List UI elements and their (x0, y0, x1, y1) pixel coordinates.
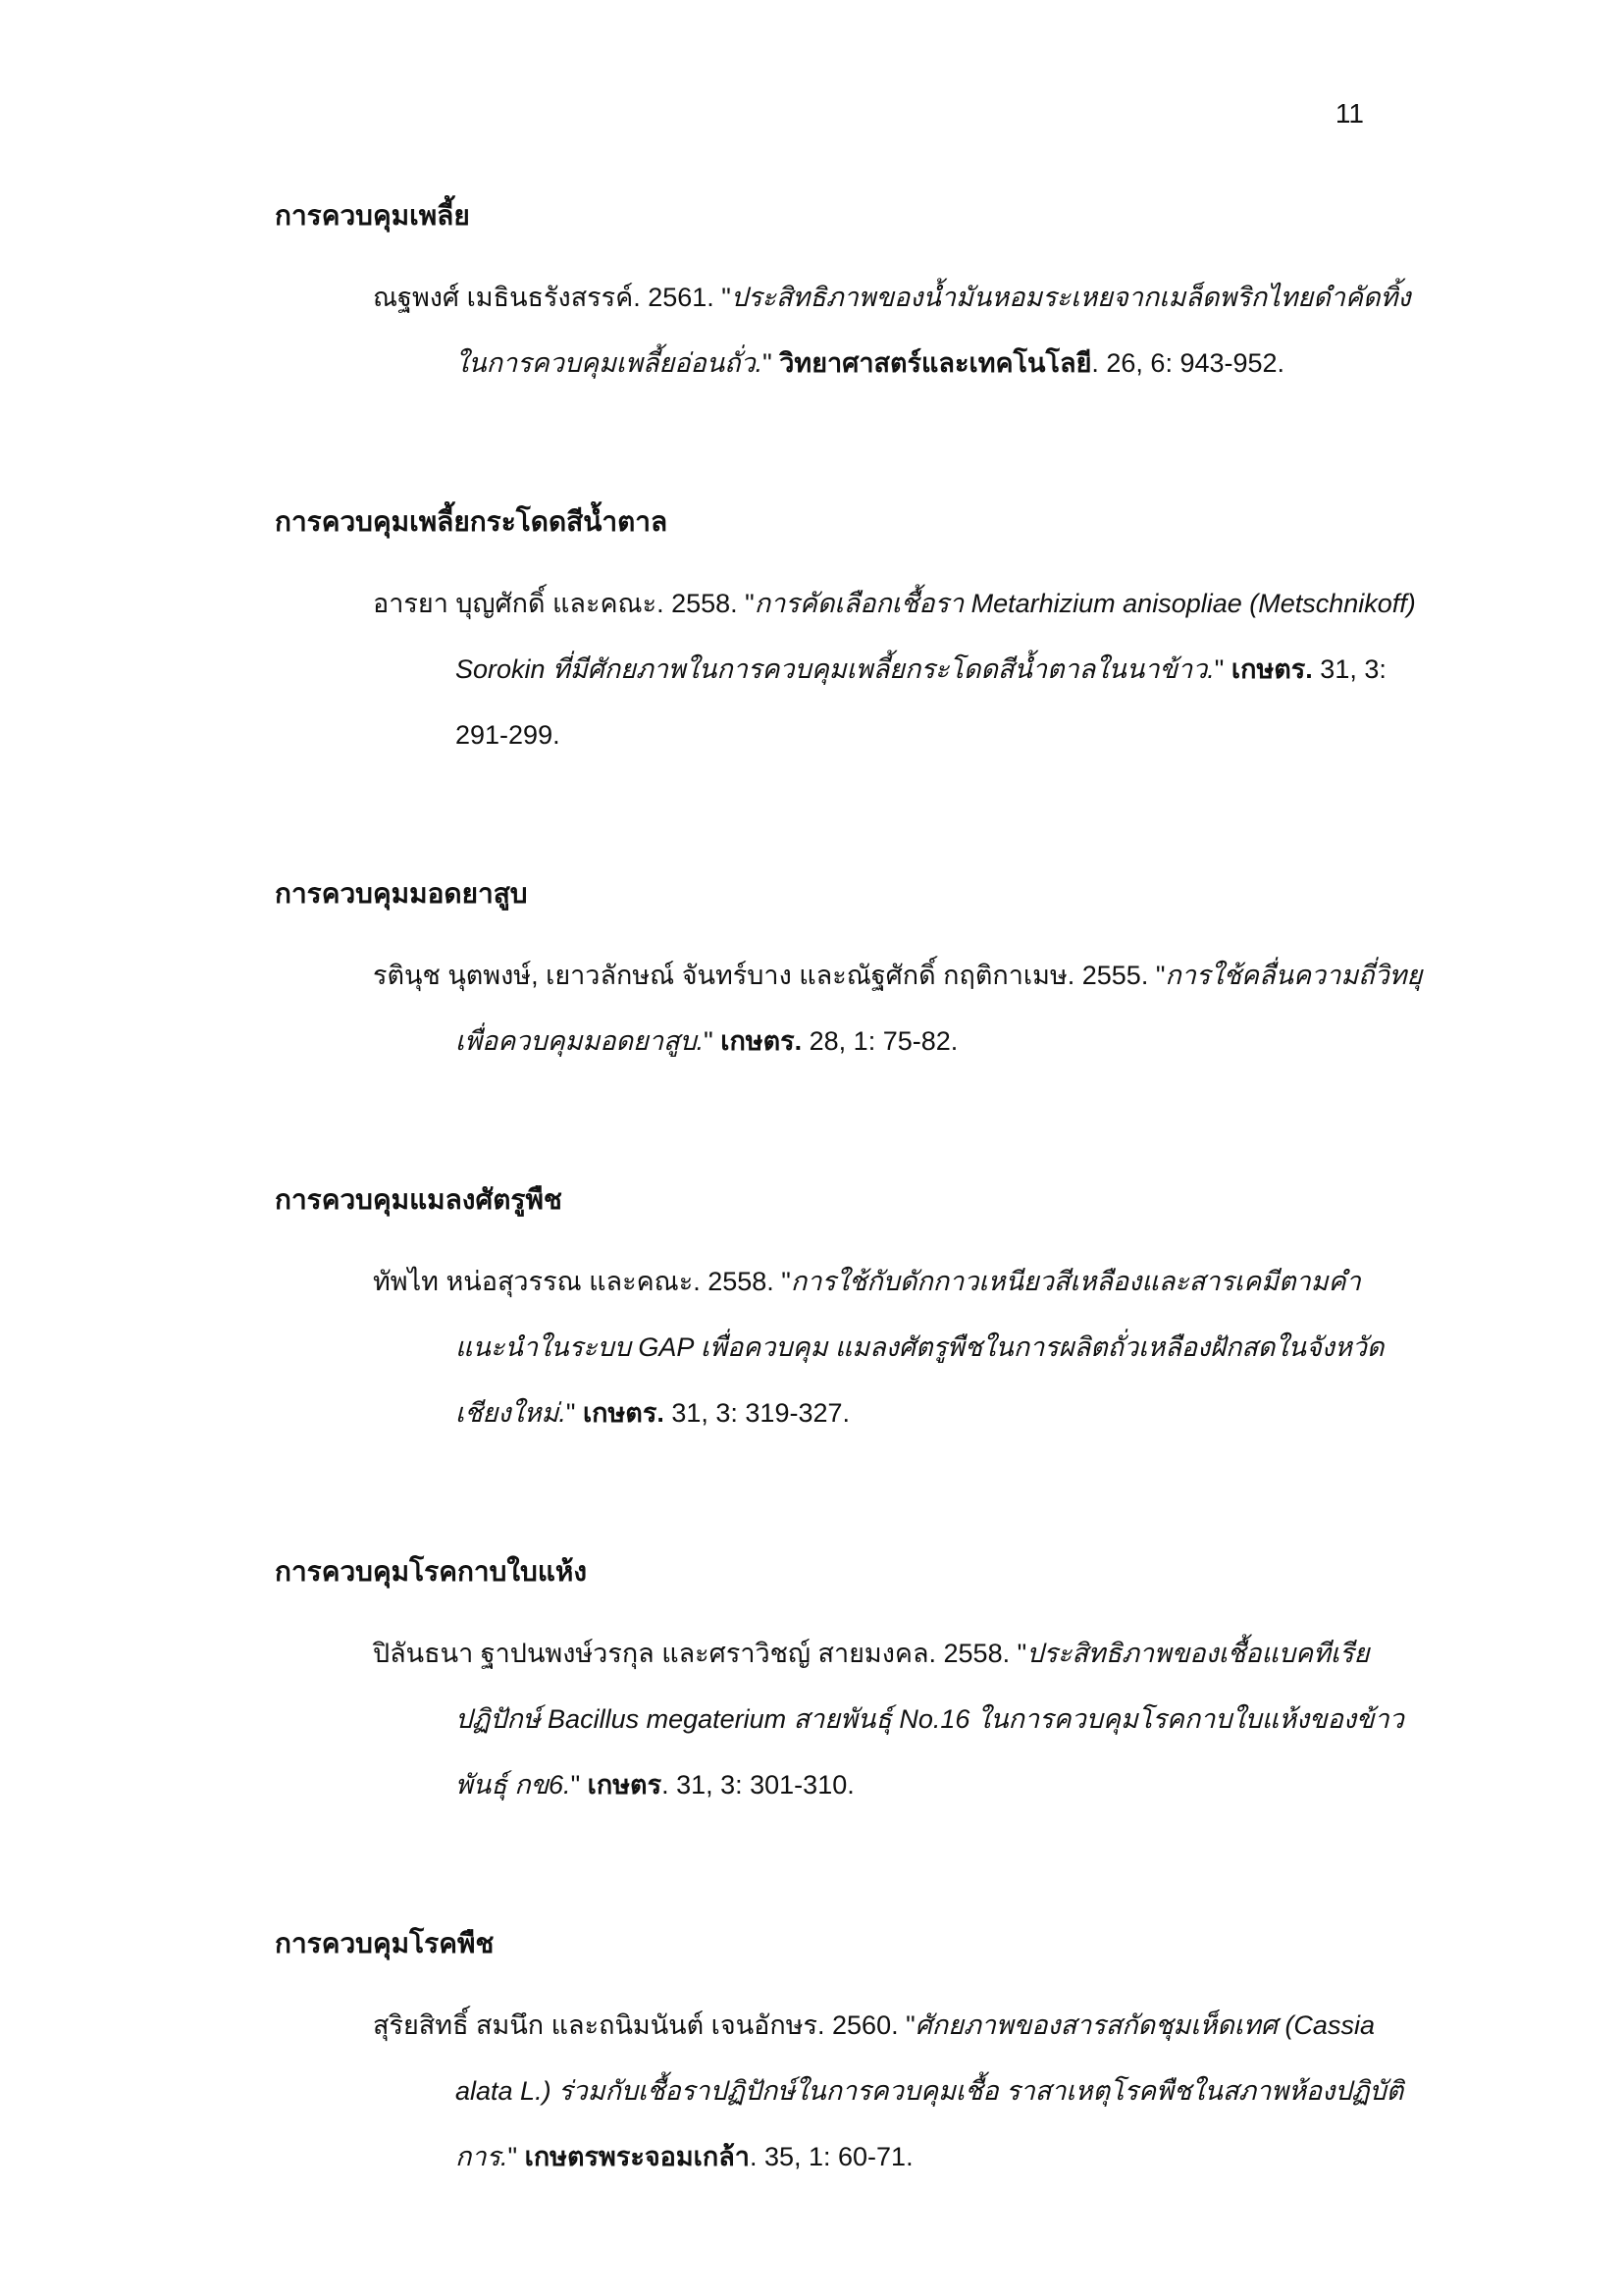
reference-details: 31, 3: 291-299. (455, 654, 1387, 750)
reference-entry (373, 265, 1437, 396)
reference-section (275, 196, 1411, 396)
reference-authors: อารยา บุญศักดิ์ และคณะ. 2558. " (373, 589, 755, 618)
reference-section (275, 502, 1416, 768)
reference-details: 28, 1: 75-82. (802, 1026, 959, 1056)
reference-authors: รตินุช นุตพงษ์, เยาวลักษณ์ จันทร์บาง และณัฐศักดิ์ กฤติกาเมษ. 2555. " (373, 961, 1166, 990)
reference-entry (373, 1249, 1437, 1446)
section-heading: การควบคุมโรคกาบใบแห้ง (275, 1556, 588, 1587)
reference-journal: เกษตร. (1230, 654, 1313, 684)
section-heading: การควบคุมมอดยาสูบ (275, 878, 528, 909)
reference-journal: เกษตร. (720, 1026, 803, 1056)
reference-entry (373, 1993, 1437, 2190)
reference-details: . 31, 3: 301-310. (661, 1770, 855, 1800)
reference-authors: ณฐพงศ์ เมธินธรังสรรค์. 2561. " (373, 283, 731, 312)
reference-details: . 35, 1: 60-71. (749, 2142, 914, 2171)
reference-authors: สุริยสิทธิ์ สมนึก และถนิมนันต์ เจนอักษร. 2560. " (373, 2010, 916, 2040)
reference-section (275, 874, 1423, 1074)
reference-quote: " (1214, 654, 1231, 684)
reference-quote: " (704, 1026, 721, 1056)
reference-section (275, 1552, 1404, 1818)
reference-authors: ทัพไท หน่อสุวรรณ และคณะ. 2558. " (373, 1267, 791, 1296)
reference-title: การคัดเลือกเชื้อรา Metarhizium anisopliae (Metschnikoff) Sorokin ที่มีศักยภาพในการควบคุมเพลี้ยกระโดดสีน้ำตาลในนาข้าว. (455, 589, 1416, 684)
reference-title: การใช้กับดักกาวเหนียวสีเหลืองและสารเคมีตามคำแนะนำในระบบ GAP เพื่อควบคุม แมลงศัตรูพืชในการผลิตถั่วเหลืองฝักสดในจังหวัดเชียงใหม่. (455, 1267, 1385, 1428)
reference-title: การใช้คลื่นความถี่วิทยุเพื่อควบคุมมอดยาสูบ. (455, 961, 1423, 1056)
reference-details: . 26, 6: 943-952. (1091, 348, 1285, 378)
reference-title: ประสิทธิภาพของน้ำมันหอมระเหยจากเมล็ดพริกไทยดำคัดทิ้งในการควบคุมเพลี้ยอ่อนถั่ว. (455, 283, 1411, 378)
reference-journal: เกษตร. (582, 1398, 664, 1428)
reference-section (275, 1924, 1404, 2190)
reference-title: ประสิทธิภาพของเชื้อแบคทีเรียปฏิปักษ์ Bacillus megaterium สายพันธุ์ No.16 ในการควบคุมโรคกาบใบแห้งของข้าวพันธุ์ กข6. (455, 1639, 1404, 1800)
reference-entry (373, 1621, 1437, 1818)
section-heading: การควบคุมแมลงศัตรูพืช (275, 1184, 562, 1215)
reference-journal: เกษตร (587, 1770, 662, 1800)
reference-quote: " (565, 1398, 583, 1428)
reference-quote: " (762, 348, 780, 378)
section-heading: การควบคุมเพลี้ย (275, 200, 470, 231)
reference-details: 31, 3: 319-327. (663, 1398, 851, 1428)
reference-entry (373, 571, 1437, 768)
reference-entry (373, 943, 1437, 1074)
reference-journal: เกษตรพระจอมเกล้า (524, 2142, 750, 2171)
section-heading: การควบคุมโรคพืช (275, 1928, 495, 1958)
reference-title: ศักยภาพของสารสกัดชุมเห็ดเทศ (Cassia alata L.) ร่วมกับเชื้อราปฏิปักษ์ในการควบคุมเชื้อ ราสาเหตุโรคพืชในสภาพห้องปฏิบัติการ. (455, 2010, 1404, 2171)
reference-quote: " (507, 2142, 525, 2171)
reference-quote: " (570, 1770, 588, 1800)
reference-authors: ปิลันธนา ฐาปนพงษ์วรกุล และศราวิชญ์ สายมงคล. 2558. " (373, 1639, 1027, 1668)
reference-journal: วิทยาศาสตร์และเทคโนโลยี (779, 348, 1092, 378)
reference-list (275, 196, 1423, 2296)
reference-section (275, 1180, 1385, 1446)
page-number: 11 (1335, 98, 1364, 129)
section-heading: การควบคุมเพลี้ยกระโดดสีน้ำตาล (275, 506, 668, 537)
